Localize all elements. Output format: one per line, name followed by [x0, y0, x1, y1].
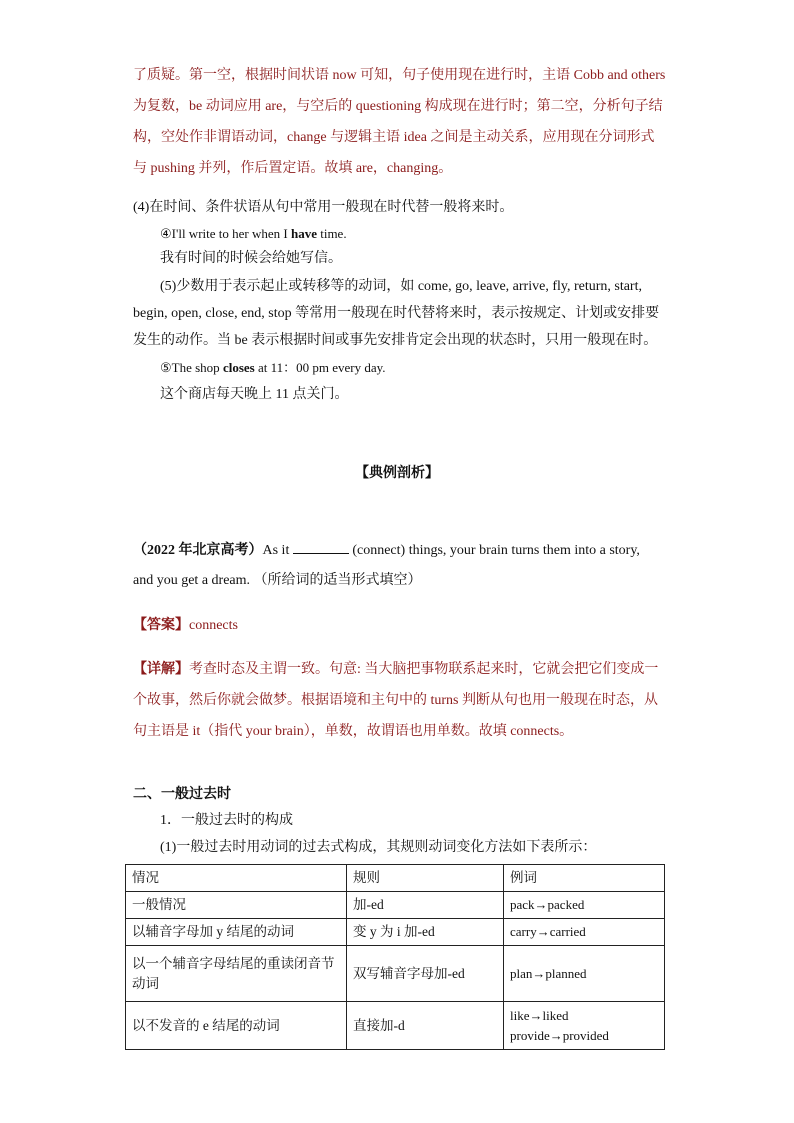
table-row	[126, 946, 665, 1002]
example-keyword: closes	[222, 360, 255, 375]
question-text-post: (connect) things, your brain turns them into a story,	[348, 543, 640, 558]
cell-rule: 加-ed	[347, 892, 504, 919]
cell-rule: 直接加-d	[347, 1002, 504, 1050]
section-heading: 【典例剖析】	[355, 466, 439, 481]
cell-example	[504, 1002, 665, 1050]
example-word-1: like→liked	[510, 1007, 569, 1023]
example-text-pre: I'll write to her when I	[171, 226, 291, 241]
detail-line-1	[133, 661, 658, 679]
detail-line-2: 个故事，然后你就会做梦。根据语境和主句中的 turns 判断从句也用一般现在时态，从	[133, 693, 658, 708]
table-header-row	[126, 865, 665, 892]
detail-continued-line-4: 与 pushing 并列，作后置定语。故填 are，changing。	[133, 161, 453, 176]
question-line-2: and you get a dream. （所给词的适当形式填空）	[133, 573, 422, 588]
rule-4-example	[160, 225, 347, 243]
rule-5-example	[160, 359, 386, 377]
example-keyword: have	[290, 226, 317, 241]
table-row	[126, 919, 665, 946]
header-rule: 规则	[347, 865, 504, 892]
cell-example: pack→packed	[504, 892, 665, 919]
example-text-post: time.	[316, 226, 347, 241]
answer-line	[133, 617, 238, 635]
cell-case: 一般情况	[126, 892, 347, 919]
part-2-subtitle-1: 1．一般过去时的构成	[160, 813, 293, 828]
detail-line-3: 句主语是 it（指代 your brain），单数，故谓语也用单数。故填 connects。	[133, 724, 574, 739]
rule-4-title: (4)在时间、条件状语从句中常用一般现在时代替一般将来时。	[133, 200, 514, 215]
cell-example: plan→planned	[504, 946, 665, 1002]
detail-continued-line-1: 了质疑。第一空，根据时间状语 now 可知，句子使用现在进行时，主语 Cobb and others	[133, 68, 666, 83]
question-text-pre: As it	[262, 543, 293, 558]
detail-continued-line-3: 构，空处作非谓语动词，change 与逻辑主语 idea 之间是主动关系，应用现在分词形式	[133, 130, 655, 145]
cell-case: 以不发音的 e 结尾的动词	[126, 1002, 347, 1050]
rule-5-line-2: begin, open, close, end, stop 等常用一般现在时代替将来时，表示按规定、计划或安排要	[133, 306, 660, 321]
header-example: 例词	[504, 865, 665, 892]
rule-5-line-3: 发生的动作。当 be 表示根据时间或事先安排肯定会出现的状态时，只用一般现在时。	[133, 333, 658, 348]
header-case: 情况	[126, 865, 347, 892]
detail-label: 【详解】	[133, 662, 189, 677]
rule-5-translation: 这个商店每天晚上 11 点关门。	[160, 387, 349, 402]
detail-text-1: 考查时态及主谓一致。句意: 当大脑把事物联系起来时，它就会把它们变成一	[189, 662, 659, 677]
rule-4-translation: 我有时间的时候会给她写信。	[160, 251, 342, 266]
cell-case: 以辅音字母加 y 结尾的动词	[126, 919, 347, 946]
table-row	[126, 892, 665, 919]
example-text-post: at 11：00 pm every day.	[254, 360, 386, 375]
example-number: ④	[160, 226, 172, 241]
question-source: （2022 年北京高考）	[133, 543, 263, 558]
part-2-subtitle-2: (1)一般过去时用动词的过去式构成，其规则动词变化方法如下表所示：	[160, 840, 597, 855]
cell-rule: 双写辅音字母加-ed	[347, 946, 504, 1002]
table-row	[126, 1002, 665, 1050]
part-2-title: 二、一般过去时	[133, 787, 231, 802]
detail-continued-line-2: 为复数，be 动词应用 are，与空后的 questioning 构成现在进行时；第二空，分析句子结	[133, 99, 663, 114]
answer-value: connects	[189, 618, 238, 633]
example-word-2: provide→provided	[510, 1027, 609, 1043]
example-text-pre: The shop	[171, 360, 223, 375]
cell-example: carry→carried	[504, 919, 665, 946]
cell-rule: 变 y 为 i 加-ed	[347, 919, 504, 946]
answer-label: 【答案】	[133, 618, 189, 633]
example-number: ⑤	[160, 360, 172, 375]
verb-rules-table	[125, 864, 665, 1050]
answer-blank	[293, 541, 349, 554]
rule-5-line-1: (5)少数用于表示起止或转移等的动词，如 come, go, leave, arrive, fly, return, start,	[160, 279, 642, 294]
question-line-1	[133, 541, 640, 560]
cell-case: 以一个辅音字母结尾的重读闭音节动词	[126, 946, 347, 1002]
